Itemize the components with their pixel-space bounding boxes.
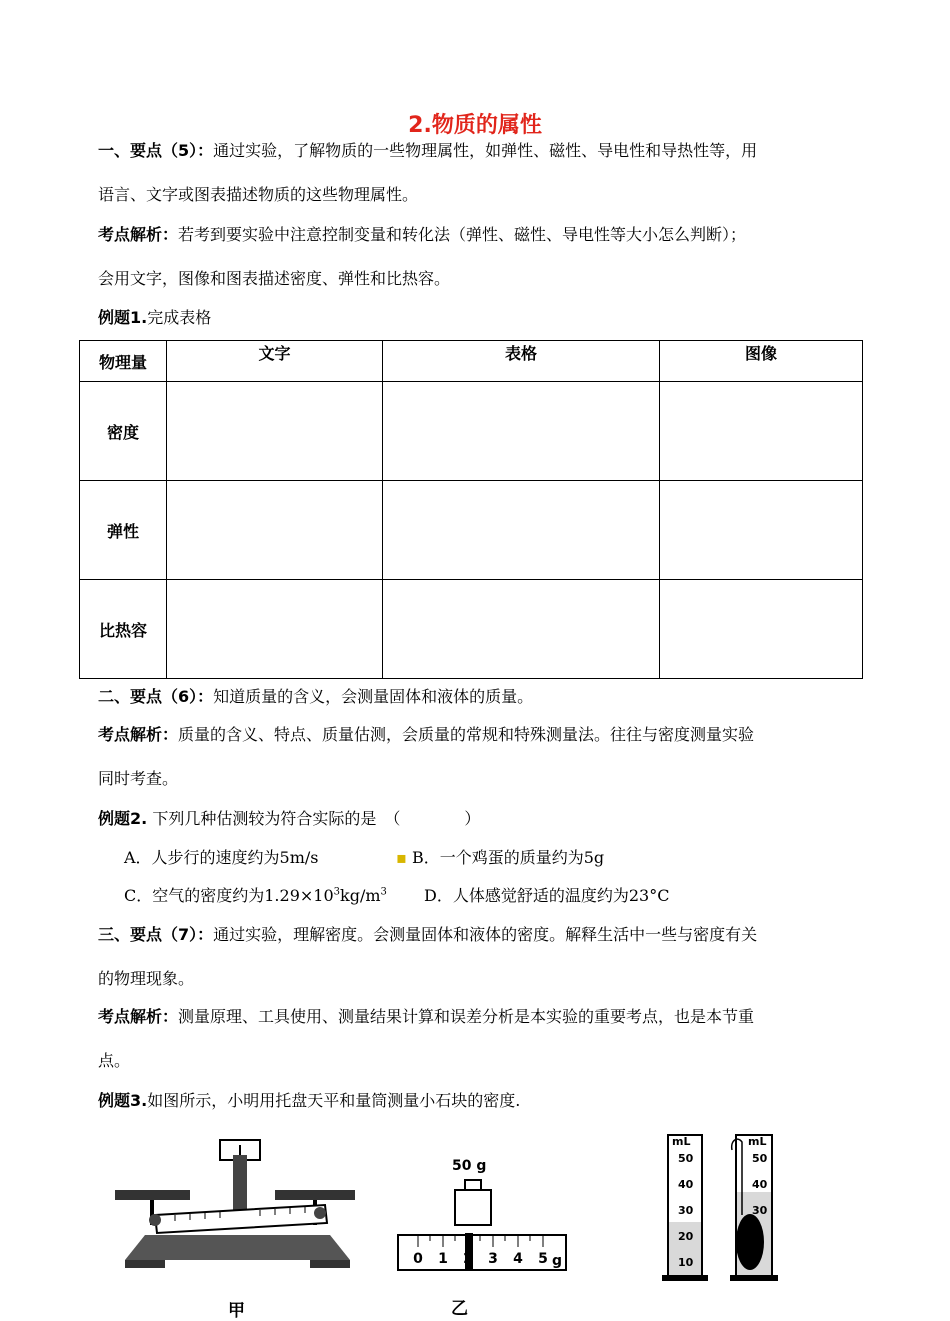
section1-heading: 一、要点（5）： xyxy=(98,141,214,160)
table-row-label: 弹性 xyxy=(80,481,167,580)
option-b: B．一个鸡蛋的质量约为5g xyxy=(411,848,605,867)
table-header-row xyxy=(80,341,863,382)
right-pan xyxy=(275,1190,355,1200)
cylinder-tick: 40 xyxy=(678,1178,694,1191)
example3-label: 例题3. xyxy=(98,1091,148,1110)
option-a: A．人步行的速度约为5m/s xyxy=(124,848,319,867)
example1-label: 例题1. xyxy=(98,308,148,327)
option-c xyxy=(124,883,387,906)
table-row xyxy=(80,481,863,580)
caption-b: 乙 xyxy=(451,1299,468,1319)
cylinder-tick: 50 xyxy=(752,1152,768,1165)
section1-analysis-line1 xyxy=(98,222,746,245)
example2 xyxy=(98,806,480,829)
table-header-cell: 文字 xyxy=(167,341,383,382)
section1-text1: 通过实验，了解物质的一些物理属性，如弹性、磁性、导电性和导热性等，用 xyxy=(213,141,758,160)
table-row xyxy=(80,382,863,481)
table-cell xyxy=(167,481,383,580)
ruler-unit: g xyxy=(551,1253,563,1269)
stone-icon xyxy=(736,1214,764,1270)
example2-label: 例题2. xyxy=(98,809,148,828)
example3-text: 如图所示，小明用托盘天平和量筒测量小石块的密度. xyxy=(147,1091,521,1110)
section3-text1: 通过实验，理解密度。会测量固体和液体的密度。解释生活中一些与密度有关 xyxy=(213,925,758,944)
cylinder-tick: 40 xyxy=(752,1178,768,1191)
section3-text2: 的物理现象。 xyxy=(98,969,195,988)
marker-dot-icon: ▪ xyxy=(396,848,407,867)
section2-line1 xyxy=(98,684,533,707)
table-row-label: 比热容 xyxy=(80,580,167,679)
section1-analysis1: 若考到要实验中注意控制变量和转化法（弹性、磁性、导电性等大小怎么判断）； xyxy=(178,225,747,244)
option-c-text: C．空气的密度约为1.29×10 xyxy=(124,886,334,905)
section2-text1: 知道质量的含义，会测量固体和液体的质量。 xyxy=(213,687,534,706)
table-header-cell: 表格 xyxy=(383,341,660,382)
table-cell xyxy=(167,382,383,481)
table-cell xyxy=(660,382,863,481)
example1 xyxy=(98,305,211,328)
properties-table xyxy=(79,340,863,679)
weight-label: 50 g xyxy=(452,1158,487,1174)
ruler-tick-label: 4 xyxy=(513,1251,523,1267)
weight-knob xyxy=(465,1180,481,1190)
table-row-label: 密度 xyxy=(80,382,167,481)
balance-base xyxy=(125,1235,350,1260)
table-header-cell: 图像 xyxy=(660,341,863,382)
section3-analysis-label: 考点解析： xyxy=(98,1007,179,1026)
section2-analysis-line1 xyxy=(98,722,754,745)
page-title: 2.物质的属性 xyxy=(408,113,542,138)
section2-analysis2: 同时考查。 xyxy=(98,769,179,788)
table-cell xyxy=(383,580,660,679)
cylinders-figure xyxy=(660,1130,785,1285)
cylinder-tick: 20 xyxy=(678,1230,694,1243)
table-cell xyxy=(383,382,660,481)
example2-text: 下列几种估测较为符合实际的是 （ ） xyxy=(152,809,481,828)
ruler-tick-label: 2 xyxy=(463,1251,473,1267)
section3-analysis2: 点。 xyxy=(98,1051,131,1070)
rider-scale-figure xyxy=(395,1175,570,1275)
section2-analysis1: 质量的含义、特点、质量估测，会质量的常规和特殊测量法。往往与密度测量实验 xyxy=(178,725,755,744)
ruler-tick-label: 1 xyxy=(438,1251,448,1267)
table-cell xyxy=(167,580,383,679)
table-cell xyxy=(660,580,863,679)
section3-line1 xyxy=(98,922,757,945)
section3-analysis-line1 xyxy=(98,1004,754,1027)
left-pan xyxy=(115,1190,190,1200)
cylinder-tick: 30 xyxy=(752,1204,768,1217)
cylinder-unit: mL xyxy=(672,1135,691,1148)
cylinder-tick: 10 xyxy=(678,1256,694,1269)
option-d: D．人体感觉舒适的温度约为23°C xyxy=(424,886,670,905)
cylinder-tick: 30 xyxy=(678,1204,694,1217)
weight-block-icon xyxy=(455,1190,491,1225)
section2-analysis-label: 考点解析： xyxy=(98,725,179,744)
balance-figure xyxy=(105,1135,365,1275)
option-c-exp2: 3 xyxy=(380,886,387,898)
cylinder-unit: mL xyxy=(748,1135,767,1148)
section2-heading: 二、要点（6）： xyxy=(98,687,214,706)
section1-text2: 语言、文字或图表描述物质的这些物理属性。 xyxy=(98,185,419,204)
table-cell xyxy=(383,481,660,580)
example1-text: 完成表格 xyxy=(147,308,212,327)
cylinder-tick: 50 xyxy=(678,1152,694,1165)
ruler-tick-label: 5 xyxy=(538,1251,548,1267)
section1-line1 xyxy=(98,138,757,161)
ruler-tick-label: 0 xyxy=(413,1251,423,1267)
option-b-wrap xyxy=(396,845,604,868)
table-cell xyxy=(660,481,863,580)
option-c-unit: kg/m xyxy=(340,886,381,905)
ruler-tick-label: 3 xyxy=(488,1251,498,1267)
balance-beam xyxy=(155,1205,327,1233)
section3-heading: 三、要点（7）： xyxy=(98,925,214,944)
section3-analysis1: 测量原理、工具使用、测量结果计算和误差分析是本实验的重要考点，也是本节重 xyxy=(178,1007,755,1026)
caption-a: 甲 xyxy=(228,1301,245,1321)
table-row xyxy=(80,580,863,679)
option-c-exp1: 3 xyxy=(333,886,341,898)
section1-analysis2: 会用文字，图像和图表描述密度、弹性和比热容。 xyxy=(98,269,451,288)
example3 xyxy=(98,1088,520,1111)
section1-analysis-label: 考点解析： xyxy=(98,225,179,244)
table-header-cell: 物理量 xyxy=(80,341,167,382)
